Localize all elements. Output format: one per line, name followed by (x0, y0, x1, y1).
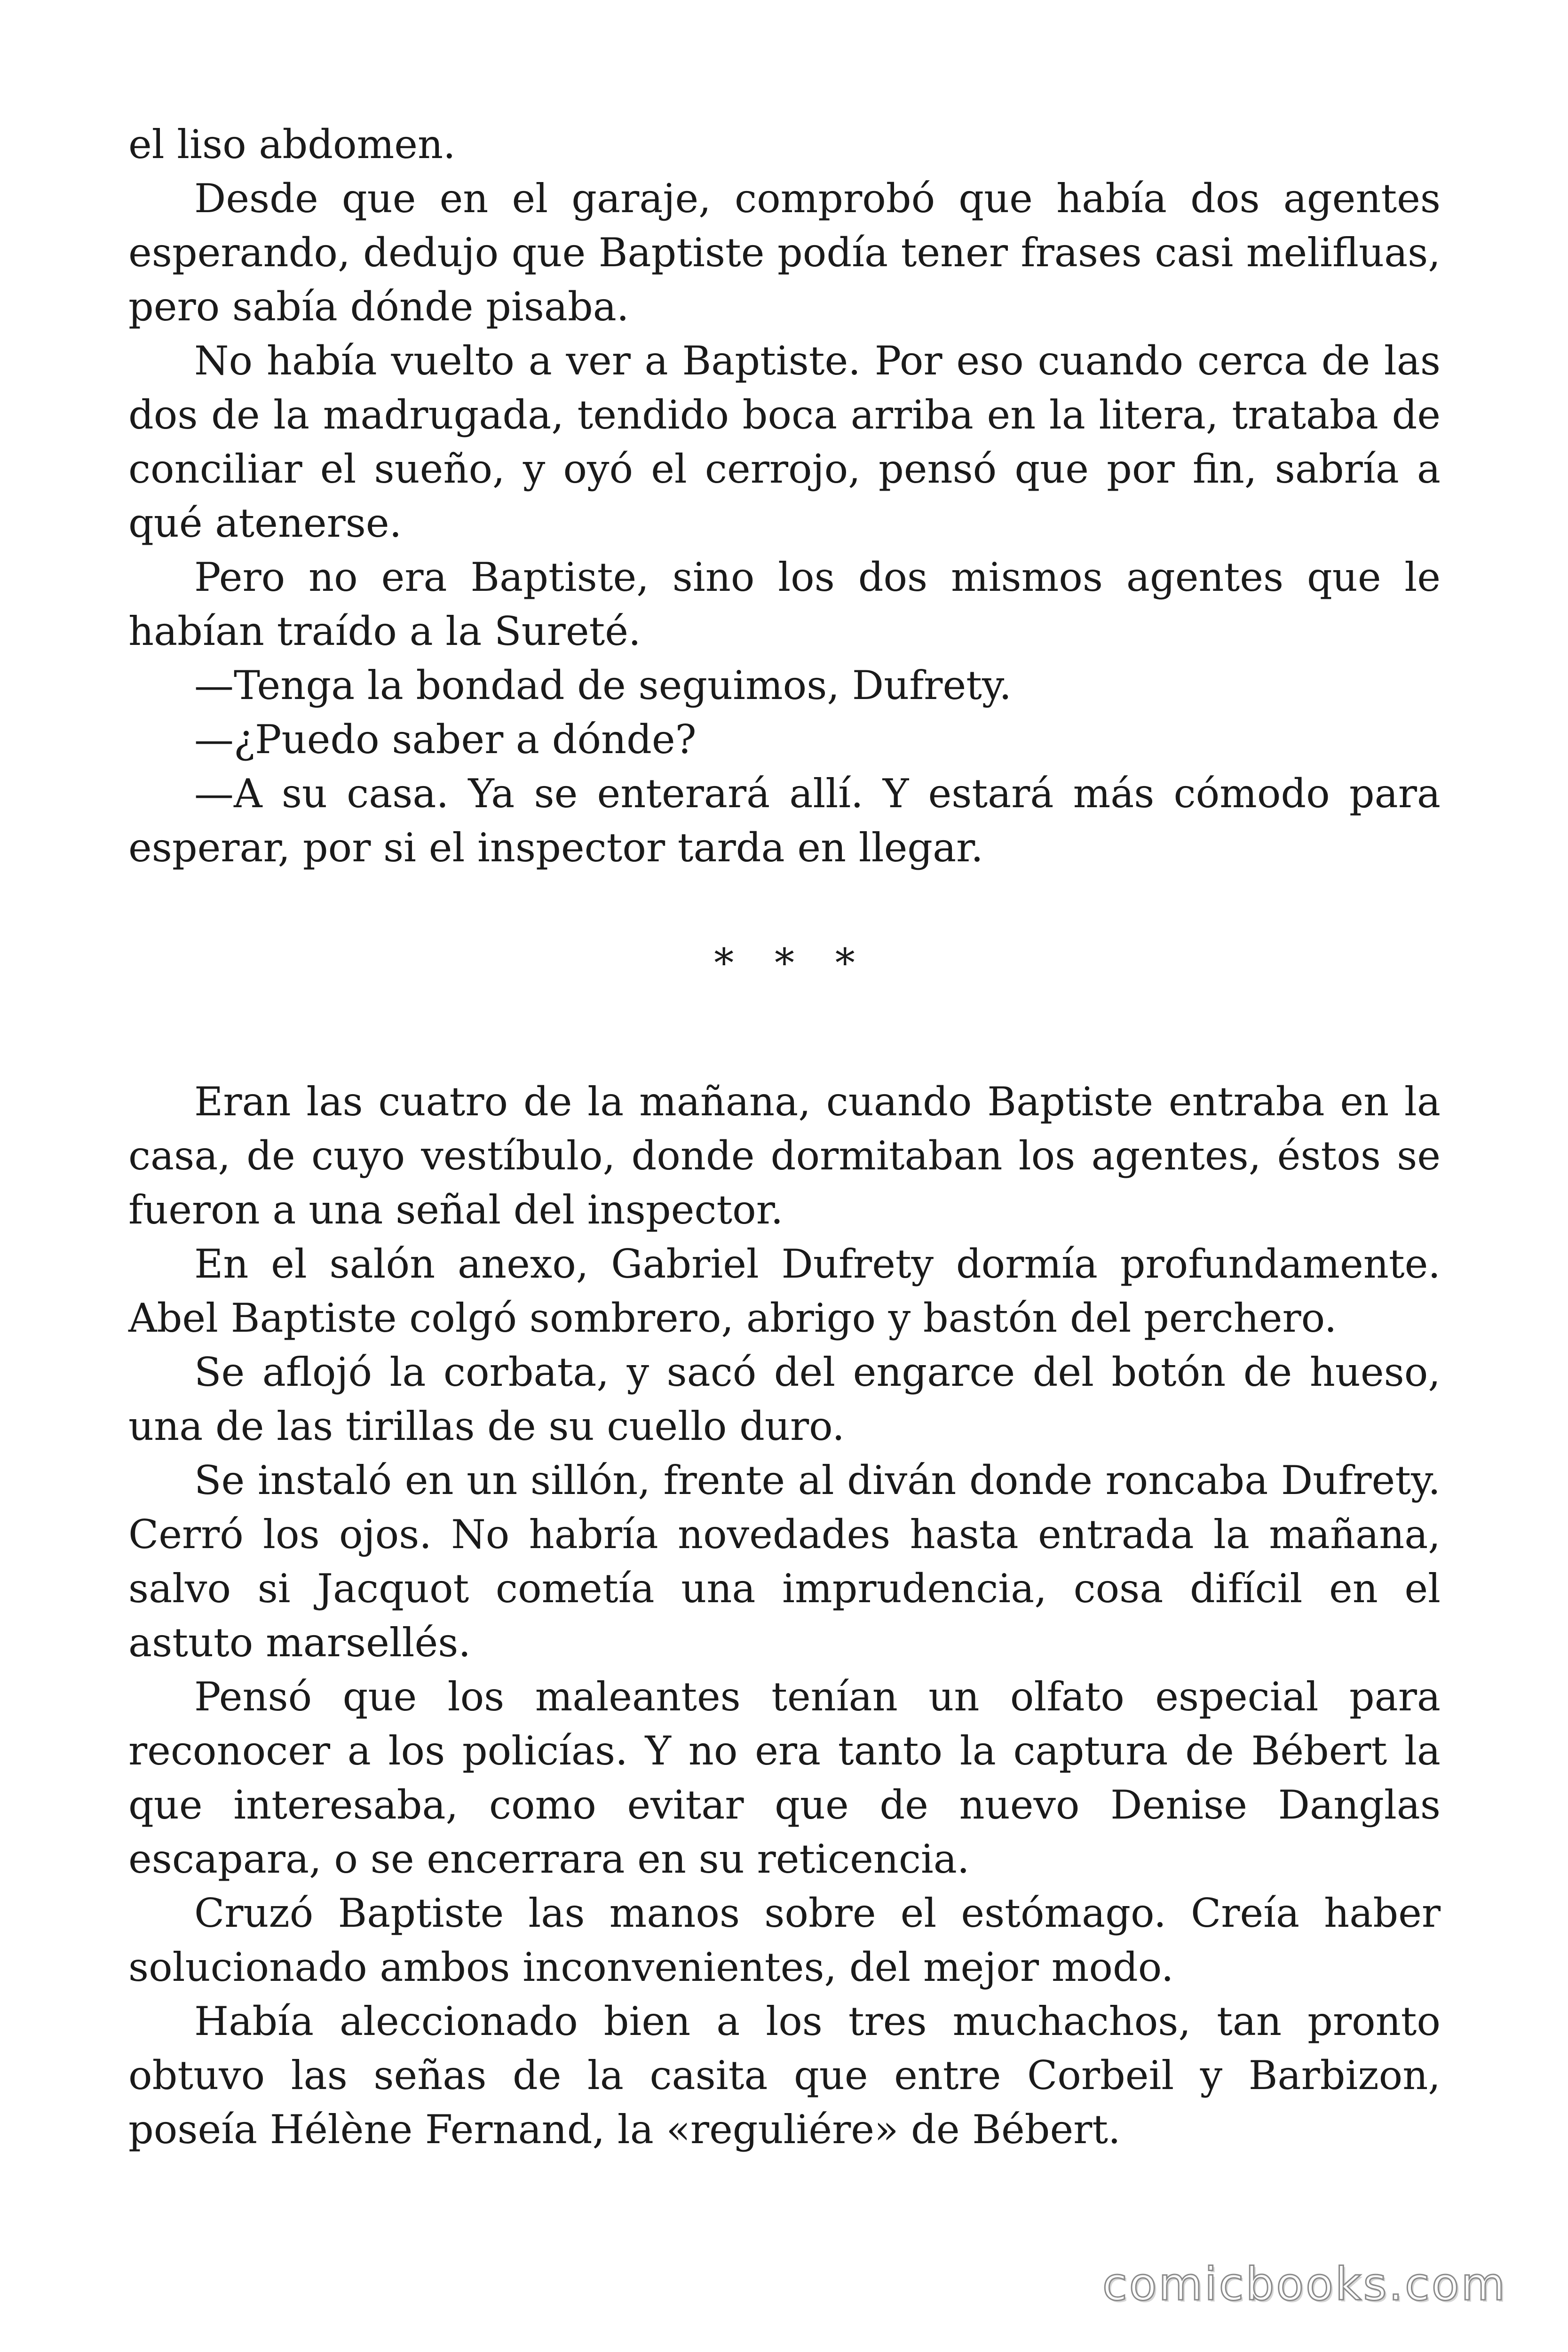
paragraph: Pensó que los maleantes tenían un olfato especial para reconocer a los policías. Y no era tanto la captura de Bébert la que interesaba, como evitar que de nuevo Denise Danglas escapara, o se encerrara en su reticencia. (128, 1674, 1441, 1882)
book-page (128, 118, 1441, 2157)
paragraph: Pero no era Baptiste, sino los dos mismos agentes que le habían traído a la Sureté. (128, 554, 1441, 654)
dialogue-line: —¿Puedo saber a dónde? (194, 716, 697, 763)
section-separator: * * * (714, 940, 869, 986)
dialogue-line: —Tenga la bondad de seguimos, Dufrety. (194, 662, 1012, 708)
paragraph: Había aleccionado bien a los tres muchachos, tan pronto obtuvo las señas de la casita que entre Corbeil y Barbizon, poseía Hélène Fernand, la «reguliére» de Bébert. (128, 1998, 1441, 2153)
paragraph: Eran las cuatro de la mañana, cuando Baptiste entraba en la casa, de cuyo vestíbulo, donde dormitaban los agentes, éstos se fueron a una señal del inspector. (128, 1079, 1441, 1233)
paragraph: Desde que en el garaje, comprobó que había dos agentes esperando, dedujo que Baptiste podía tener frases casi melifluas, pero sabía dónde pisaba. (128, 175, 1441, 330)
paragraph: el liso abdomen. (128, 121, 456, 167)
paragraph: No había vuelto a ver a Baptiste. Por eso cuando cerca de las dos de la madrugada, tendido boca arriba en la litera, trataba de conciliar el sueño, y oyó el cerrojo, pensó que por fin, sabría a qué atenerse. (128, 338, 1441, 546)
watermark-logo: comicbooks.com (1102, 2258, 1507, 2311)
dialogue-line: —A su casa. Ya se enterará allí. Y estará más cómodo para esperar, por si el inspector tarda en llegar. (128, 771, 1441, 871)
paragraph: Se aflojó la corbata, y sacó del engarce del botón de hueso, una de las tirillas de su cuello duro. (128, 1349, 1441, 1449)
paragraph: En el salón anexo, Gabriel Dufrety dormía profundamente. Abel Baptiste colgó sombrero, abrigo y bastón del perchero. (128, 1241, 1441, 1341)
paragraph: Se instaló en un sillón, frente al diván donde roncaba Dufrety. Cerró los ojos. No habría novedades hasta entrada la mañana, salvo si Jacquot cometía una imprudencia, cosa difícil en el astuto marsellés. (128, 1457, 1441, 1666)
paragraph: Cruzó Baptiste las manos sobre el estómago. Creía haber solucionado ambos inconvenientes, del mejor modo. (128, 1890, 1441, 1990)
